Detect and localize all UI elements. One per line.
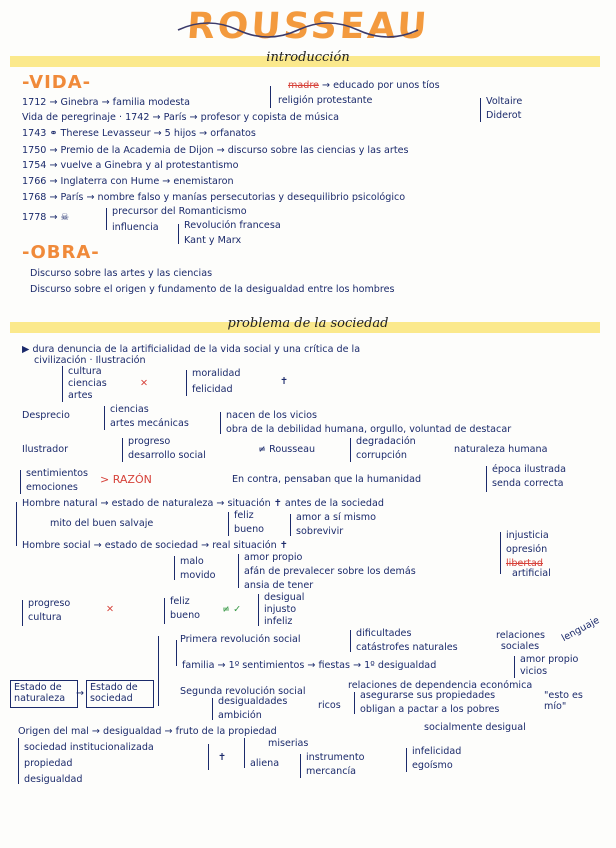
brace bbox=[220, 412, 221, 434]
soc-obligan: obligan a pactar a los pobres bbox=[360, 704, 500, 715]
soc-hombre-social: Hombre social → estado de sociedad → real situación ✝ bbox=[22, 540, 288, 551]
soc-injusticia: injusticia bbox=[506, 530, 549, 541]
heading-obra: -OBRA- bbox=[22, 242, 100, 263]
soc-dificultades: dificultades bbox=[356, 628, 412, 639]
brace bbox=[290, 514, 291, 536]
soc-rousseau: ≠ Rousseau bbox=[258, 444, 316, 455]
brace bbox=[300, 754, 301, 778]
brace bbox=[22, 600, 23, 626]
soc-debilidad: obra de la debilidad humana, orgullo, voluntad de destacar bbox=[226, 424, 512, 435]
brace bbox=[18, 738, 19, 784]
vida-l4: 1750 → Premio de la Academia de Dijon → discurso sobre las ciencias y las artes bbox=[22, 145, 409, 156]
vida-l1: 1712 → Ginebra → familia modesta bbox=[22, 97, 191, 108]
soc-lenguaje: lenguaje bbox=[559, 614, 602, 645]
soc-libertad: libertad bbox=[506, 558, 543, 569]
soc-artes-mec: artes mecánicas bbox=[110, 418, 189, 429]
brace bbox=[212, 698, 213, 720]
soc-desigualdad2: desigualdad bbox=[24, 774, 83, 785]
soc-vicios: nacen de los vicios bbox=[226, 410, 318, 421]
stick-figure: ✝ bbox=[218, 752, 227, 763]
soc-segunda-rev: Segunda revolución social bbox=[180, 686, 306, 697]
soc-injusto: injusto bbox=[264, 604, 297, 615]
soc-relaciones: relaciones sociales bbox=[496, 630, 545, 652]
soc-corrupcion: corrupción bbox=[356, 450, 407, 461]
soc-desprecio: Desprecio bbox=[22, 410, 70, 421]
vida-diderot: Diderot bbox=[486, 110, 522, 121]
soc-institucionalizada: sociedad institucionalizada bbox=[24, 742, 154, 753]
cross-mark: ✕ bbox=[140, 378, 149, 389]
soc-instrumento: instrumento bbox=[306, 752, 365, 763]
vida-l2: Vida de peregrinaje · 1742 → París → profesor y copista de música bbox=[22, 112, 340, 123]
soc-estado-nat: Estado de naturaleza bbox=[14, 682, 66, 704]
check-mark: ≠ ✓ bbox=[222, 604, 242, 615]
soc-sentimientos: sentimientos bbox=[26, 468, 89, 479]
soc-s1: ▶ dura denuncia de la artificialidad de la vida social y una crítica de la bbox=[22, 344, 361, 355]
vida-l1c: religión protestante bbox=[278, 95, 373, 106]
soc-felicidad: felicidad bbox=[192, 384, 233, 395]
vida-l5: 1754 → vuelve a Ginebra y al protestantismo bbox=[22, 160, 239, 171]
soc-ilustrador: Ilustrador bbox=[22, 444, 69, 455]
brace bbox=[238, 554, 239, 588]
soc-origen-mal: Origen del mal → desigualdad → fruto de la propiedad bbox=[18, 726, 277, 737]
soc-encontra: En contra, pensaban que la humanidad bbox=[232, 474, 422, 485]
soc-miserias: miserias bbox=[268, 738, 309, 749]
soc-ciencias2: ciencias bbox=[110, 404, 149, 415]
soc-ambicion: ambición bbox=[218, 710, 262, 721]
vida-l8b: influencia bbox=[112, 222, 159, 233]
brace bbox=[406, 748, 407, 772]
brace bbox=[486, 466, 487, 492]
brace bbox=[228, 512, 229, 536]
vida-l6: 1766 → Inglaterra con Hume → enemistaron bbox=[22, 176, 234, 187]
brace bbox=[354, 692, 355, 714]
heading-vida: -VIDA- bbox=[22, 72, 92, 93]
arrow: → bbox=[76, 688, 85, 699]
soc-catastrofes: catástrofes naturales bbox=[356, 642, 458, 653]
vida-l8: 1778 → ☠ bbox=[22, 212, 70, 223]
vida-l1b: madre → educado por unos tíos bbox=[288, 80, 440, 91]
vida-l7: 1768 → París → nombre falso y manías persecutorias y desequilibrio psicológico bbox=[22, 192, 406, 203]
soc-asegurarse: asegurarse sus propiedades bbox=[360, 690, 496, 701]
obra-o1: Discurso sobre las artes y las ciencias bbox=[30, 268, 213, 279]
brace bbox=[350, 630, 351, 652]
soc-senda: senda correcta bbox=[492, 478, 564, 489]
soc-razon: > RAZÓN bbox=[100, 473, 152, 486]
obra-o2: Discurso sobre el origen y fundamento de la desigualdad entre los hombres bbox=[30, 284, 395, 295]
brace bbox=[350, 438, 351, 462]
soc-emociones: emociones bbox=[26, 482, 78, 493]
soc-feliz2: feliz bbox=[170, 596, 190, 607]
brace bbox=[176, 640, 177, 666]
soc-feliz: feliz bbox=[234, 510, 254, 521]
brace bbox=[164, 598, 165, 624]
soc-desigual: desigual bbox=[264, 592, 305, 603]
brace bbox=[16, 502, 17, 546]
page-title: ROUSSEAU bbox=[185, 6, 431, 47]
soc-artes: artes bbox=[68, 390, 93, 401]
soc-naturaleza: naturaleza humana bbox=[454, 444, 548, 455]
cross-mark: ✕ bbox=[106, 604, 115, 615]
soc-progreso: progreso bbox=[128, 436, 171, 447]
soc-artificial: artificial bbox=[512, 568, 551, 579]
brace bbox=[158, 636, 159, 706]
section-problema: problema de la sociedad bbox=[227, 316, 389, 331]
brace bbox=[62, 366, 63, 402]
soc-amor-propio: amor propio bbox=[244, 552, 303, 563]
vida-l8c: Revolución francesa bbox=[184, 220, 281, 231]
vida-voltaire: Voltaire bbox=[486, 96, 523, 107]
soc-opresion: opresión bbox=[506, 544, 548, 555]
brace bbox=[480, 98, 481, 122]
soc-infelicidad: infelicidad bbox=[412, 746, 462, 757]
soc-vicios: vicios bbox=[520, 666, 548, 677]
brace bbox=[174, 556, 175, 580]
soc-movido: movido bbox=[180, 570, 216, 581]
soc-desigualdades: desigualdades bbox=[218, 696, 288, 707]
brace bbox=[20, 470, 21, 494]
soc-malo: malo bbox=[180, 556, 204, 567]
soc-mercancia: mercancía bbox=[306, 766, 357, 777]
soc-primera-rev: Primera revolución social bbox=[180, 634, 301, 645]
soc-propiedad: propiedad bbox=[24, 758, 73, 769]
brace bbox=[270, 86, 271, 108]
soc-ansia: ansia de tener bbox=[244, 580, 314, 591]
soc-mito: mito del buen salvaje bbox=[50, 518, 154, 529]
brace bbox=[186, 370, 187, 396]
section-intro: introducción bbox=[266, 50, 350, 65]
soc-cultura2: cultura bbox=[28, 612, 62, 623]
soc-esto-mio: "esto es mío" bbox=[544, 690, 583, 712]
soc-amor-si: amor a sí mismo bbox=[296, 512, 376, 523]
soc-bueno: bueno bbox=[234, 524, 265, 535]
soc-aliena: aliena bbox=[250, 758, 280, 769]
brace bbox=[514, 656, 515, 678]
soc-degradacion: degradación bbox=[356, 436, 416, 447]
soc-cultura: cultura bbox=[68, 366, 102, 377]
soc-hombre-natural: Hombre natural → estado de naturaleza → situación ✝ antes de la sociedad bbox=[22, 498, 384, 509]
soc-soc-desigual: socialmente desigual bbox=[424, 722, 526, 733]
soc-desarrollo: desarrollo social bbox=[128, 450, 206, 461]
soc-moralidad: moralidad bbox=[192, 368, 241, 379]
brace bbox=[500, 532, 501, 574]
soc-ricos: ricos bbox=[318, 700, 341, 711]
soc-afan: afán de prevalecer sobre los demás bbox=[244, 566, 416, 577]
brace bbox=[244, 738, 245, 768]
soc-epoca: época ilustrada bbox=[492, 464, 567, 475]
soc-dependencia: relaciones de dependencia económica bbox=[348, 680, 533, 691]
soc-familia: familia → 1º sentimientos → fiestas → 1º desigualdad bbox=[182, 660, 437, 671]
soc-amor-propio2: amor propio bbox=[520, 654, 579, 665]
soc-sobrevivir: sobrevivir bbox=[296, 526, 344, 537]
soc-egoismo: egoísmo bbox=[412, 760, 453, 771]
soc-progreso2: progreso bbox=[28, 598, 71, 609]
vida-l8a: precursor del Romanticismo bbox=[112, 206, 247, 217]
vida-l3: 1743 ⚭ Therese Levasseur → 5 hijos → orfanatos bbox=[22, 128, 256, 139]
soc-s1b: civilización · Ilustración bbox=[34, 355, 146, 366]
brace bbox=[106, 208, 107, 230]
brace bbox=[208, 744, 209, 770]
brace bbox=[104, 406, 105, 430]
soc-ciencias: ciencias bbox=[68, 378, 107, 389]
soc-bueno2: bueno bbox=[170, 610, 201, 621]
brace bbox=[258, 594, 259, 626]
soc-infeliz: infeliz bbox=[264, 616, 293, 627]
brace bbox=[122, 438, 123, 462]
soc-estado-soc: Estado de sociedad bbox=[90, 682, 138, 704]
vida-l8d: Kant y Marx bbox=[184, 235, 242, 246]
brace bbox=[178, 224, 179, 244]
stick-figure: ✝ bbox=[280, 376, 289, 387]
